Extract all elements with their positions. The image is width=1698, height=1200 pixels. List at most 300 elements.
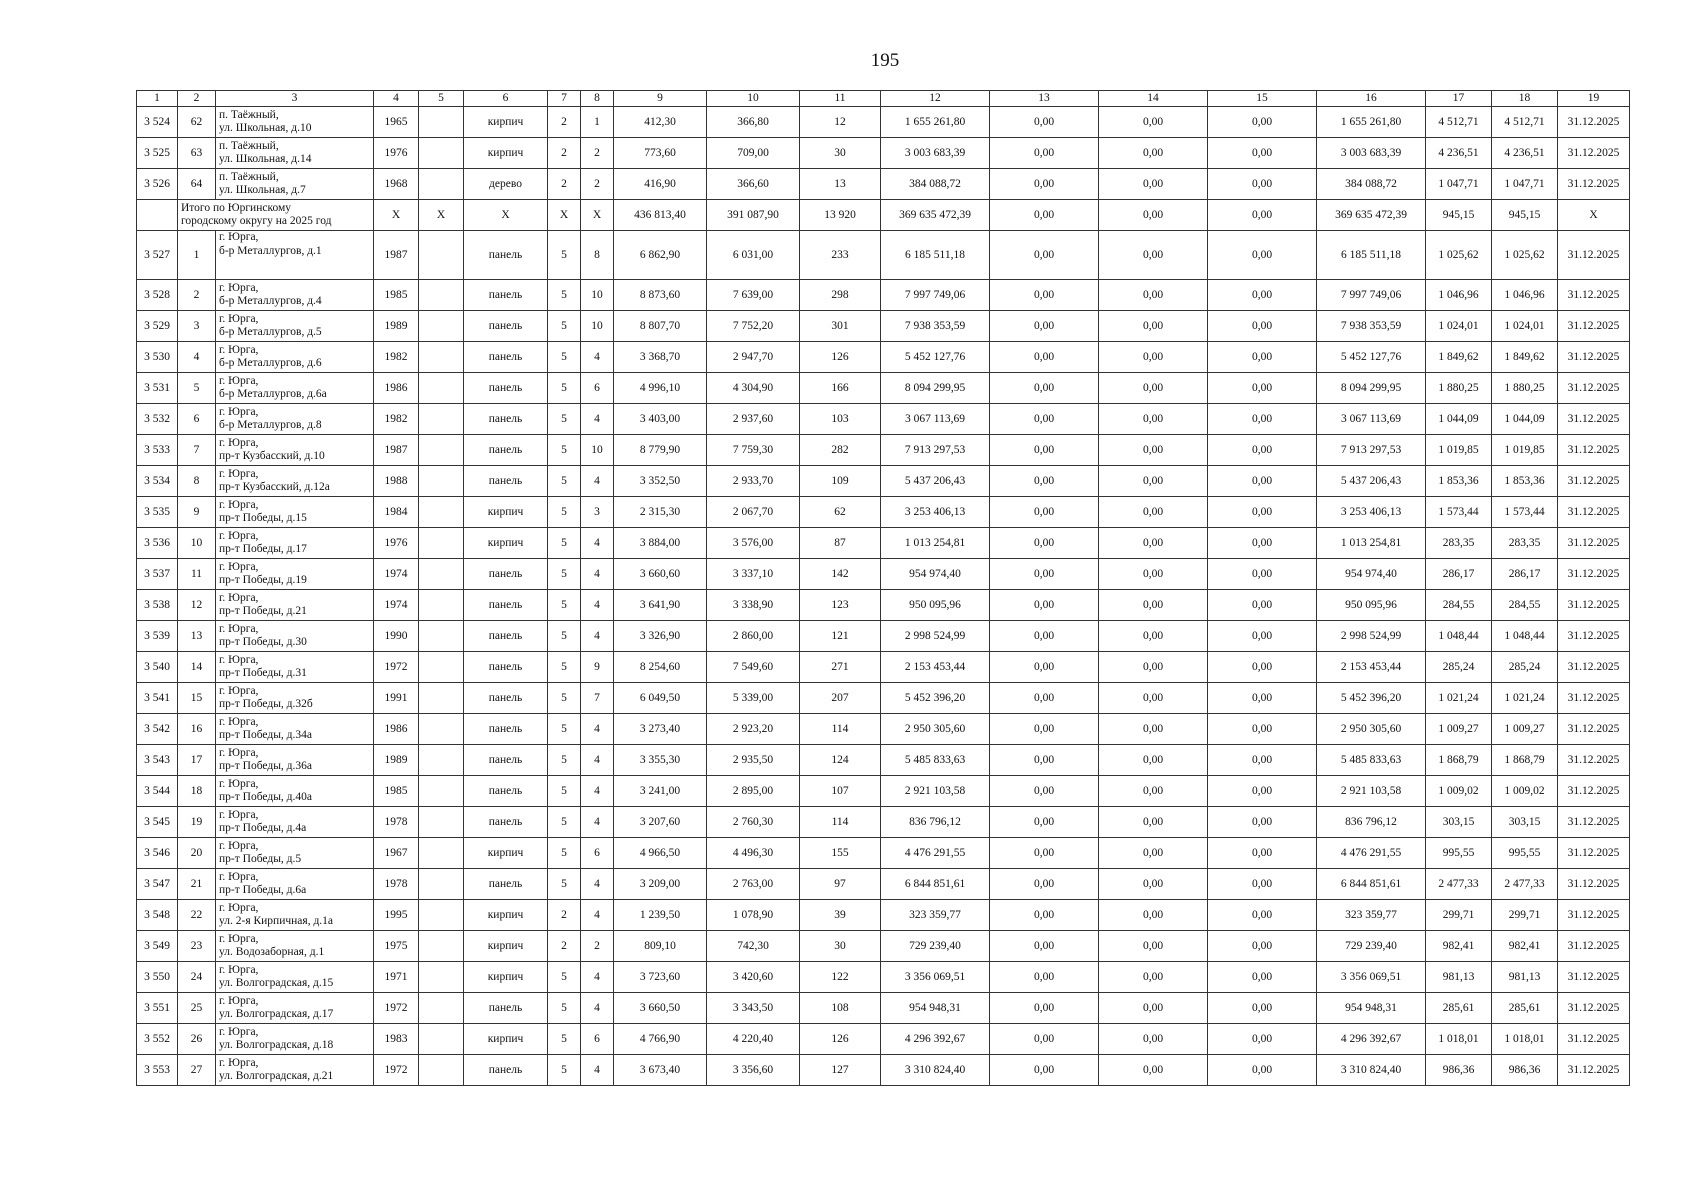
address-locality: г. Юрга, [219, 405, 259, 418]
cell-c5 [419, 776, 464, 807]
cell-c16: 1 655 261,80 [1317, 107, 1426, 138]
cell-c13: 0,00 [990, 590, 1099, 621]
cell-c1: 3 535 [137, 497, 178, 528]
cell-c11: 122 [800, 962, 881, 993]
cell-c13: 0,00 [990, 900, 1099, 931]
cell-c8: 9 [581, 652, 614, 683]
cell-c9: 3 326,90 [614, 621, 707, 652]
cell-c17: 1 853,36 [1426, 466, 1492, 497]
cell-c12: 384 088,72 [881, 169, 990, 200]
table-row [137, 776, 1630, 807]
cell-c6: кирпич [464, 900, 548, 931]
address-locality: г. Юрга, [219, 808, 259, 821]
cell-c11: 142 [800, 559, 881, 590]
cell-c15: 0,00 [1208, 231, 1317, 280]
address-street: ул. Волгоградская, д.15 [219, 977, 334, 989]
table-row [137, 138, 1630, 169]
cell-c5 [419, 466, 464, 497]
cell-c5 [419, 1055, 464, 1086]
cell-c1: 3 550 [137, 962, 178, 993]
cell-c18: 1 853,36 [1492, 466, 1558, 497]
address-locality: г. Юрга, [219, 932, 259, 945]
cell-c4: 1982 [374, 404, 419, 435]
address-street: пр-т Победы, д.15 [219, 512, 307, 524]
cell-c17: 2 477,33 [1426, 869, 1492, 900]
address-locality: п. Таёжный, [219, 139, 279, 152]
cell-c1: 3 546 [137, 838, 178, 869]
cell-c19: 31.12.2025 [1558, 1055, 1630, 1086]
cell-c10: 4 496,30 [707, 838, 800, 869]
cell-c6: панель [464, 466, 548, 497]
cell-c19: 31.12.2025 [1558, 683, 1630, 714]
cell-c4: 1972 [374, 993, 419, 1024]
cell-c1: 3 527 [137, 231, 178, 280]
cell-c11: 124 [800, 745, 881, 776]
cell-c11: 166 [800, 373, 881, 404]
cell-c7: 2 [548, 138, 581, 169]
cell-c1: 3 553 [137, 1055, 178, 1086]
address-locality: г. Юрга, [219, 498, 259, 511]
column-header: 5 [419, 91, 464, 107]
cell-c12: 7 997 749,06 [881, 280, 990, 311]
cell-c4: 1974 [374, 590, 419, 621]
cell-c16: 6 844 851,61 [1317, 869, 1426, 900]
cell-c16: 7 938 353,59 [1317, 311, 1426, 342]
table-row [137, 466, 1630, 497]
column-number-header-row [137, 91, 1630, 107]
address-cell [216, 528, 374, 559]
cell-c14: 0,00 [1099, 528, 1208, 559]
cell-c8: 4 [581, 962, 614, 993]
cell-c9: 3 207,60 [614, 807, 707, 838]
cell-c4: 1988 [374, 466, 419, 497]
cell-c18: 995,55 [1492, 838, 1558, 869]
address-street: пр-т Победы, д.32б [219, 698, 313, 710]
cell-c7: 5 [548, 1055, 581, 1086]
cell-c14: 0,00 [1099, 652, 1208, 683]
cell-c1: 3 524 [137, 107, 178, 138]
cell-c18: 284,55 [1492, 590, 1558, 621]
cell-c4: 1982 [374, 342, 419, 373]
cell-c15: 0,00 [1208, 497, 1317, 528]
cell-c1: 3 544 [137, 776, 178, 807]
cell-c12: 6 844 851,61 [881, 869, 990, 900]
cell-c6: панель [464, 993, 548, 1024]
cell-c9: 8 873,60 [614, 280, 707, 311]
address-cell [216, 497, 374, 528]
cell-c6: панель [464, 404, 548, 435]
cell-c9: 8 807,70 [614, 311, 707, 342]
cell-c1: 3 542 [137, 714, 178, 745]
cell-c19: 31.12.2025 [1558, 497, 1630, 528]
cell-c5 [419, 714, 464, 745]
cell-c15: 0,00 [1208, 993, 1317, 1024]
cell-c4: 1965 [374, 107, 419, 138]
cell-c2: 11 [178, 559, 216, 590]
cell-c16: 954 948,31 [1317, 993, 1426, 1024]
address-locality: г. Юрга, [219, 312, 259, 325]
address-street: пр-т Победы, д.4а [219, 822, 307, 834]
cell-c10: 3 420,60 [707, 962, 800, 993]
address-cell [216, 342, 374, 373]
cell-c15: 0,00 [1208, 652, 1317, 683]
cell-c6: панель [464, 745, 548, 776]
cell-c19: 31.12.2025 [1558, 404, 1630, 435]
cell-c10: 4 304,90 [707, 373, 800, 404]
cell-c15: 0,00 [1208, 1055, 1317, 1086]
cell-c9: 4 766,90 [614, 1024, 707, 1055]
cell-c18: 1 046,96 [1492, 280, 1558, 311]
cell-c17: 283,35 [1426, 528, 1492, 559]
cell-c17: 1 849,62 [1426, 342, 1492, 373]
cell-c8: 2 [581, 931, 614, 962]
address-street: пр-т Победы, д.17 [219, 543, 307, 555]
cell-c17: 1 046,96 [1426, 280, 1492, 311]
cell-c10: 7 752,20 [707, 311, 800, 342]
cell-c16: 3 310 824,40 [1317, 1055, 1426, 1086]
cell-c11: 30 [800, 931, 881, 962]
cell-c2: 25 [178, 993, 216, 1024]
column-header: 14 [1099, 91, 1208, 107]
cell-c4: 1987 [374, 435, 419, 466]
cell-c13: 0,00 [990, 1024, 1099, 1055]
cell-c1: 3 540 [137, 652, 178, 683]
address-street: ул. Школьная, д.10 [219, 122, 312, 134]
cell-c4: 1987 [374, 231, 419, 280]
cell-c6: панель [464, 280, 548, 311]
cell-c12: 7 913 297,53 [881, 435, 990, 466]
address-street: б-р Металлургов, д.4 [219, 295, 322, 307]
cell-c16: 8 094 299,95 [1317, 373, 1426, 404]
cell-c5 [419, 559, 464, 590]
cell-c11: 127 [800, 1055, 881, 1086]
cell-c17: 285,24 [1426, 652, 1492, 683]
cell-c19: 31.12.2025 [1558, 311, 1630, 342]
cell-c14: 0,00 [1099, 621, 1208, 652]
cell-c1: 3 548 [137, 900, 178, 931]
cell-c2: 7 [178, 435, 216, 466]
cell-c15: 0,00 [1208, 590, 1317, 621]
cell-c5 [419, 311, 464, 342]
cell-c8: 4 [581, 776, 614, 807]
cell-c12: 729 239,40 [881, 931, 990, 962]
cell-c14: 0,00 [1099, 1024, 1208, 1055]
cell-c9: 6 049,50 [614, 683, 707, 714]
cell-c17: 995,55 [1426, 838, 1492, 869]
cell-c6: панель [464, 652, 548, 683]
address-locality: г. Юрга, [219, 994, 259, 1007]
cell-c16: 3 003 683,39 [1317, 138, 1426, 169]
cell-c8: 10 [581, 435, 614, 466]
total-cell-c12: 369 635 472,39 [881, 200, 990, 231]
address-cell [216, 311, 374, 342]
cell-c1: 3 545 [137, 807, 178, 838]
cell-c10: 742,30 [707, 931, 800, 962]
cell-c19: 31.12.2025 [1558, 559, 1630, 590]
cell-c10: 366,60 [707, 169, 800, 200]
cell-c1: 3 538 [137, 590, 178, 621]
cell-c11: 13 [800, 169, 881, 200]
cell-c2: 26 [178, 1024, 216, 1055]
cell-c12: 2 153 453,44 [881, 652, 990, 683]
cell-c6: панель [464, 590, 548, 621]
cell-c15: 0,00 [1208, 107, 1317, 138]
cell-c11: 121 [800, 621, 881, 652]
cell-c15: 0,00 [1208, 373, 1317, 404]
cell-c17: 284,55 [1426, 590, 1492, 621]
cell-c1: 3 531 [137, 373, 178, 404]
cell-c13: 0,00 [990, 962, 1099, 993]
column-header: 15 [1208, 91, 1317, 107]
address-locality: г. Юрга, [219, 963, 259, 976]
table-row [137, 621, 1630, 652]
cell-c9: 8 779,90 [614, 435, 707, 466]
cell-c1: 3 536 [137, 528, 178, 559]
cell-c4: 1967 [374, 838, 419, 869]
cell-c16: 3 253 406,13 [1317, 497, 1426, 528]
cell-c9: 2 315,30 [614, 497, 707, 528]
cell-c14: 0,00 [1099, 280, 1208, 311]
cell-c14: 0,00 [1099, 931, 1208, 962]
table-row [137, 869, 1630, 900]
cell-c11: 126 [800, 1024, 881, 1055]
address-locality: г. Юрга, [219, 653, 259, 666]
cell-c7: 5 [548, 962, 581, 993]
cell-c19: 31.12.2025 [1558, 807, 1630, 838]
address-street: б-р Металлургов, д.6а [219, 388, 327, 400]
column-header: 1 [137, 91, 178, 107]
cell-c11: 108 [800, 993, 881, 1024]
cell-c13: 0,00 [990, 745, 1099, 776]
cell-c6: кирпич [464, 107, 548, 138]
address-cell [216, 435, 374, 466]
cell-c10: 2 935,50 [707, 745, 800, 776]
cell-c5 [419, 231, 464, 280]
cell-c9: 3 641,90 [614, 590, 707, 621]
cell-c1: 3 541 [137, 683, 178, 714]
cell-c4: 1971 [374, 962, 419, 993]
cell-c2: 15 [178, 683, 216, 714]
cell-c14: 0,00 [1099, 466, 1208, 497]
cell-c6: панель [464, 1055, 548, 1086]
cell-c1: 3 543 [137, 745, 178, 776]
cell-c12: 2 998 524,99 [881, 621, 990, 652]
cell-c14: 0,00 [1099, 869, 1208, 900]
column-header: 18 [1492, 91, 1558, 107]
column-header: 17 [1426, 91, 1492, 107]
cell-c11: 271 [800, 652, 881, 683]
address-locality: г. Юрга, [219, 839, 259, 852]
cell-c18: 1 880,25 [1492, 373, 1558, 404]
address-locality: г. Юрга, [219, 901, 259, 914]
table-body [137, 107, 1630, 1086]
cell-c18: 981,13 [1492, 962, 1558, 993]
column-header: 3 [216, 91, 374, 107]
cell-c2: 21 [178, 869, 216, 900]
cell-c18: 4 236,51 [1492, 138, 1558, 169]
cell-c7: 5 [548, 1024, 581, 1055]
cell-c8: 4 [581, 559, 614, 590]
cell-c4: 1972 [374, 1055, 419, 1086]
cell-c5 [419, 962, 464, 993]
column-header: 11 [800, 91, 881, 107]
cell-c10: 4 220,40 [707, 1024, 800, 1055]
cell-c8: 4 [581, 869, 614, 900]
column-header: 7 [548, 91, 581, 107]
cell-c14: 0,00 [1099, 311, 1208, 342]
cell-c5 [419, 497, 464, 528]
cell-c14: 0,00 [1099, 107, 1208, 138]
cell-c18: 1 573,44 [1492, 497, 1558, 528]
cell-c4: 1978 [374, 807, 419, 838]
cell-c18: 1 021,24 [1492, 683, 1558, 714]
cell-c11: 282 [800, 435, 881, 466]
cell-c17: 1 880,25 [1426, 373, 1492, 404]
cell-c11: 39 [800, 900, 881, 931]
total-cell-c9: 436 813,40 [614, 200, 707, 231]
cell-c19: 31.12.2025 [1558, 466, 1630, 497]
address-cell [216, 590, 374, 621]
cell-c17: 4 236,51 [1426, 138, 1492, 169]
cell-c10: 3 356,60 [707, 1055, 800, 1086]
cell-c7: 5 [548, 528, 581, 559]
cell-c5 [419, 1024, 464, 1055]
cell-c2: 17 [178, 745, 216, 776]
cell-c12: 6 185 511,18 [881, 231, 990, 280]
cell-c6: кирпич [464, 931, 548, 962]
address-street: пр-т Победы, д.19 [219, 574, 307, 586]
cell-c12: 1 655 261,80 [881, 107, 990, 138]
total-label-line2: городскому округу на 2025 год [181, 215, 332, 227]
cell-c9: 3 273,40 [614, 714, 707, 745]
cell-c12: 2 921 103,58 [881, 776, 990, 807]
cell-c19: 31.12.2025 [1558, 962, 1630, 993]
cell-c6: панель [464, 373, 548, 404]
cell-c15: 0,00 [1208, 683, 1317, 714]
cell-c17: 1 024,01 [1426, 311, 1492, 342]
column-header: 4 [374, 91, 419, 107]
cell-c12: 954 974,40 [881, 559, 990, 590]
cell-c6: панель [464, 231, 548, 280]
cell-c18: 1 009,02 [1492, 776, 1558, 807]
address-locality: г. Юрга, [219, 715, 259, 728]
cell-c13: 0,00 [990, 776, 1099, 807]
address-locality: г. Юрга, [219, 374, 259, 387]
total-cell-c8: X [581, 200, 614, 231]
cell-c11: 301 [800, 311, 881, 342]
cell-c13: 0,00 [990, 869, 1099, 900]
cell-c11: 107 [800, 776, 881, 807]
cell-c9: 1 239,50 [614, 900, 707, 931]
cell-c15: 0,00 [1208, 435, 1317, 466]
cell-c5 [419, 138, 464, 169]
cell-c5 [419, 621, 464, 652]
table-row [137, 373, 1630, 404]
cell-c7: 2 [548, 107, 581, 138]
table-row [137, 931, 1630, 962]
cell-c18: 285,24 [1492, 652, 1558, 683]
cell-c9: 3 368,70 [614, 342, 707, 373]
address-street: пр-т Кузбасский, д.10 [219, 450, 325, 462]
address-cell [216, 373, 374, 404]
cell-c11: 155 [800, 838, 881, 869]
cell-c15: 0,00 [1208, 404, 1317, 435]
cell-c16: 2 950 305,60 [1317, 714, 1426, 745]
cell-c9: 3 660,50 [614, 993, 707, 1024]
cell-c7: 5 [548, 231, 581, 280]
cell-c17: 1 021,24 [1426, 683, 1492, 714]
cell-c12: 1 013 254,81 [881, 528, 990, 559]
table-row [137, 838, 1630, 869]
cell-c4: 1976 [374, 528, 419, 559]
cell-c16: 2 921 103,58 [1317, 776, 1426, 807]
cell-c4: 1985 [374, 280, 419, 311]
cell-c18: 2 477,33 [1492, 869, 1558, 900]
cell-c9: 416,90 [614, 169, 707, 200]
cell-c18: 285,61 [1492, 993, 1558, 1024]
address-cell [216, 714, 374, 745]
cell-c17: 1 047,71 [1426, 169, 1492, 200]
cell-c8: 4 [581, 745, 614, 776]
cell-c9: 809,10 [614, 931, 707, 962]
cell-c9: 412,30 [614, 107, 707, 138]
cell-c1: 3 539 [137, 621, 178, 652]
address-street: пр-т Победы, д.34а [219, 729, 312, 741]
column-header: 13 [990, 91, 1099, 107]
cell-c15: 0,00 [1208, 776, 1317, 807]
cell-c14: 0,00 [1099, 231, 1208, 280]
address-locality: г. Юрга, [219, 281, 259, 294]
cell-c17: 982,41 [1426, 931, 1492, 962]
table-row [137, 1024, 1630, 1055]
cell-c19: 31.12.2025 [1558, 528, 1630, 559]
address-cell [216, 231, 374, 280]
cell-c16: 729 239,40 [1317, 931, 1426, 962]
cell-c12: 5 452 127,76 [881, 342, 990, 373]
cell-c5 [419, 342, 464, 373]
cell-c13: 0,00 [990, 621, 1099, 652]
cell-c16: 3 356 069,51 [1317, 962, 1426, 993]
cell-c6: панель [464, 342, 548, 373]
cell-c8: 7 [581, 683, 614, 714]
cell-c6: панель [464, 311, 548, 342]
cell-c9: 3 355,30 [614, 745, 707, 776]
address-locality: г. Юрга, [219, 684, 259, 697]
cell-c7: 2 [548, 169, 581, 200]
cell-c17: 299,71 [1426, 900, 1492, 931]
cell-c14: 0,00 [1099, 559, 1208, 590]
cell-c19: 31.12.2025 [1558, 993, 1630, 1024]
table-row [137, 807, 1630, 838]
cell-c5 [419, 993, 464, 1024]
cell-c5 [419, 869, 464, 900]
cell-c12: 3 067 113,69 [881, 404, 990, 435]
cell-c15: 0,00 [1208, 559, 1317, 590]
cell-c1: 3 526 [137, 169, 178, 200]
cell-c17: 1 044,09 [1426, 404, 1492, 435]
column-header: 12 [881, 91, 990, 107]
cell-c14: 0,00 [1099, 497, 1208, 528]
cell-c7: 5 [548, 373, 581, 404]
cell-c15: 0,00 [1208, 342, 1317, 373]
cell-c18: 1 009,27 [1492, 714, 1558, 745]
column-header: 6 [464, 91, 548, 107]
cell-c16: 954 974,40 [1317, 559, 1426, 590]
cell-c7: 5 [548, 435, 581, 466]
address-locality: п. Таёжный, [219, 170, 279, 183]
cell-c7: 5 [548, 993, 581, 1024]
cell-c10: 2 947,70 [707, 342, 800, 373]
